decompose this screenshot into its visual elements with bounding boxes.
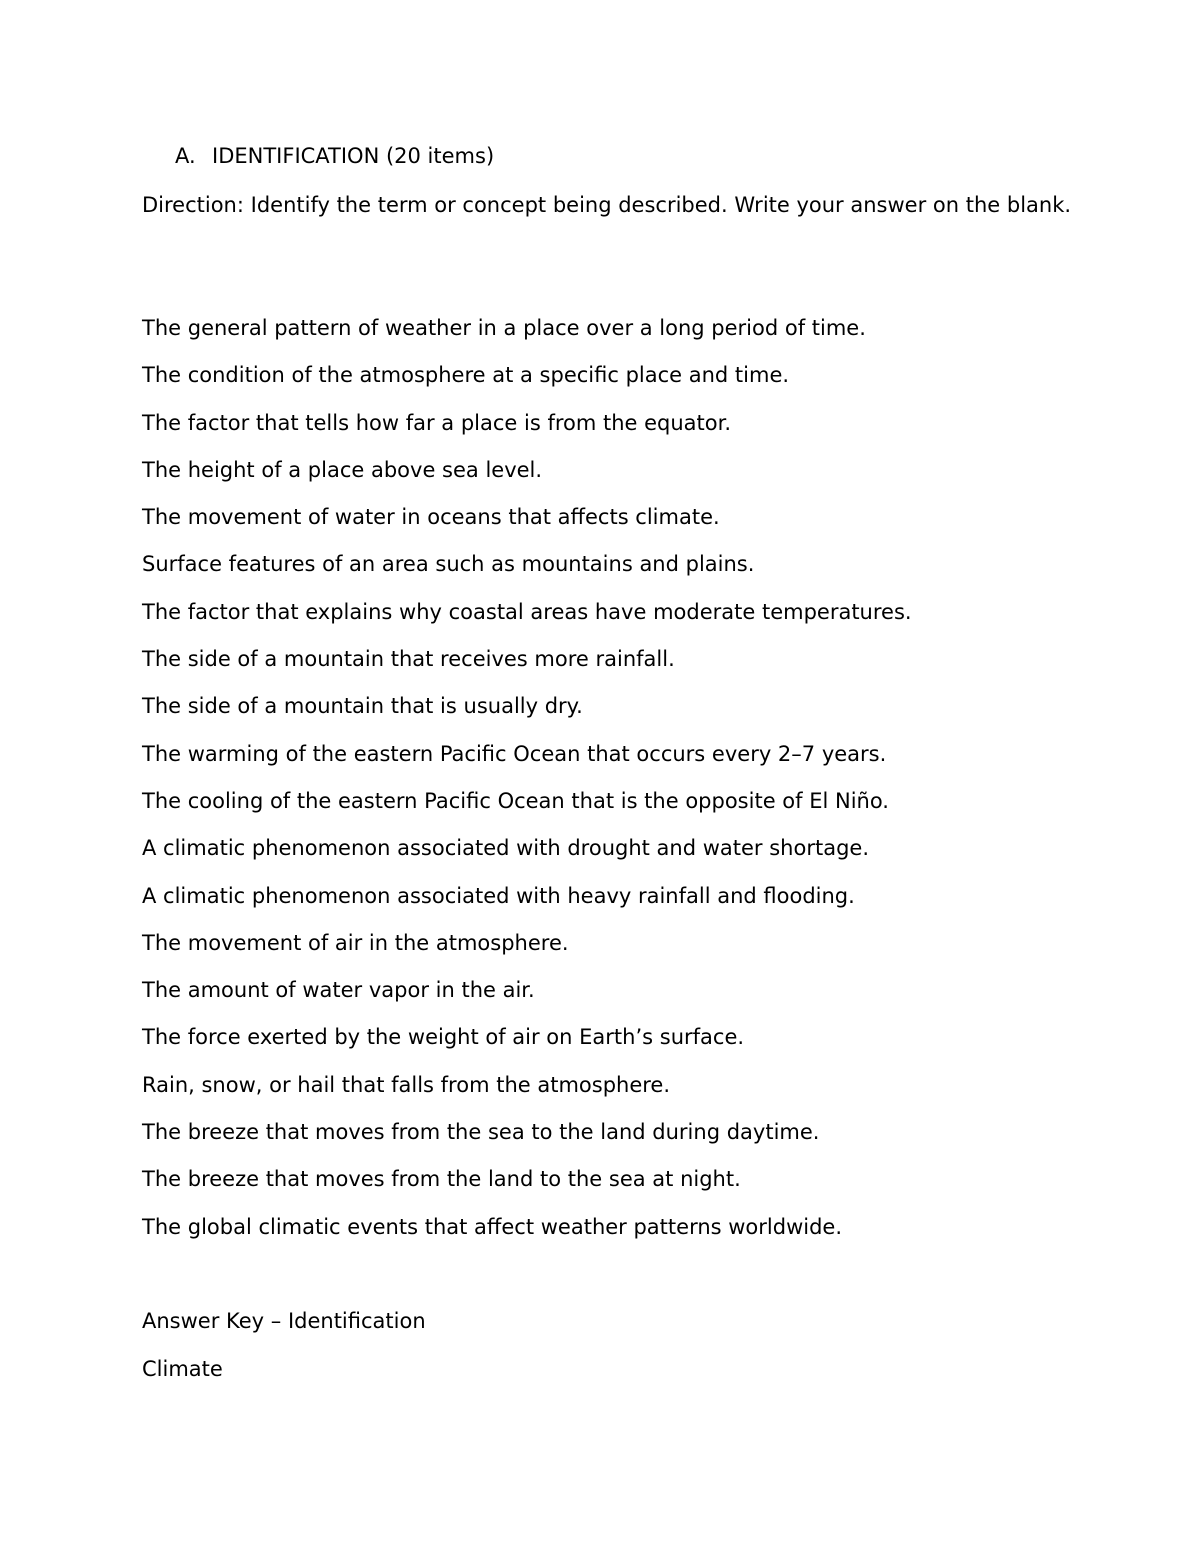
list-item: The cooling of the eastern Pacific Ocean that is the opposite of El Niño. xyxy=(142,788,889,813)
list-item: The height of a place above sea level. xyxy=(142,457,543,482)
section-title: IDENTIFICATION (20 items) xyxy=(212,144,495,168)
list-item: The warming of the eastern Pacific Ocean that occurs every 2–7 years. xyxy=(142,741,887,766)
list-item: Surface features of an area such as mountains and plains. xyxy=(142,552,755,577)
answer-item: Climate xyxy=(142,1357,223,1381)
list-item: The factor that explains why coastal areas have moderate temperatures. xyxy=(142,599,912,624)
list-item: The force exerted by the weight of air on Earth’s surface. xyxy=(142,1025,745,1050)
list-item: The global climatic events that affect weather patterns worldwide. xyxy=(142,1214,843,1239)
list-item: The general pattern of weather in a place over a long period of time. xyxy=(142,316,866,340)
list-item: Rain, snow, or hail that falls from the atmosphere. xyxy=(142,1072,671,1097)
list-item: The amount of water vapor in the air. xyxy=(142,978,535,1003)
direction-text: Direction: Identify the term or concept being described. Write your answer on the blank. xyxy=(142,193,1072,217)
list-item: The side of a mountain that is usually dry. xyxy=(142,694,583,719)
list-item: The side of a mountain that receives more rainfall. xyxy=(142,647,675,672)
identification-list xyxy=(142,314,912,1260)
list-item: The movement of water in oceans that affects climate. xyxy=(142,505,720,530)
list-item: The factor that tells how far a place is from the equator. xyxy=(142,410,732,435)
list-item: A climatic phenomenon associated with heavy rainfall and flooding. xyxy=(142,883,855,908)
list-item: The breeze that moves from the land to the sea at night. xyxy=(142,1167,741,1192)
answer-key-heading: Answer Key – Identification xyxy=(142,1309,426,1333)
list-item: A climatic phenomenon associated with drought and water shortage. xyxy=(142,836,870,861)
list-item: The breeze that moves from the sea to the land during daytime. xyxy=(142,1120,820,1145)
section-heading xyxy=(175,142,494,170)
list-item: The movement of air in the atmosphere. xyxy=(142,930,569,955)
section-marker: A. xyxy=(175,144,196,168)
list-item: The condition of the atmosphere at a specific place and time. xyxy=(142,363,790,388)
